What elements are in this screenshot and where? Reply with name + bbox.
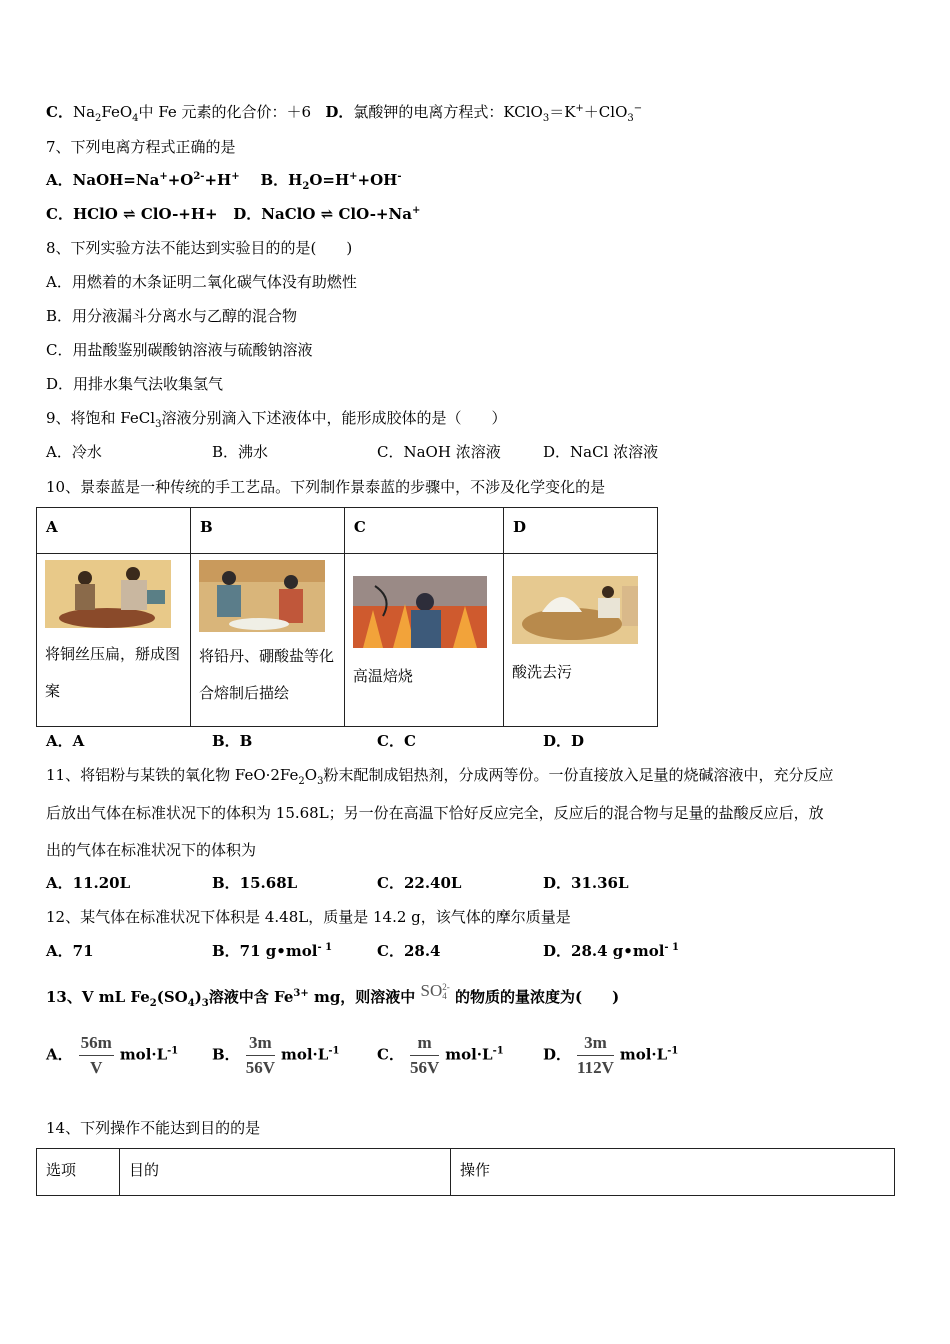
fraction: $\frac{m}{56V}$ (409, 1033, 440, 1077)
q10-text-b: 将铅丹、硼酸盐等化合熔制后描绘 (198, 647, 334, 702)
q10-stem: 10、景泰蓝是一种传统的手工艺品。下列制作景泰蓝的步骤中，不涉及化学变化的是 (46, 478, 606, 496)
q10-option-b: B．B (212, 732, 253, 750)
q9-option-d: D．NaCl 浓溶液 (543, 443, 659, 461)
q12-option-a: A．71 (46, 942, 94, 960)
q8-option-b: B．用分液漏斗分离水与乙醇的混合物 (46, 307, 298, 325)
q7-stem: 7、下列电离方程式正确的是 (46, 138, 236, 156)
q10-text-a: 将铜丝压扁，掰成图案 (45, 645, 181, 700)
q14-stem: 14、下列操作不能达到目的的是 (46, 1119, 261, 1137)
q10-text-d: 酸洗去污 (512, 663, 573, 681)
q11-option-a: A．11.20L (46, 874, 131, 892)
q9-option-a: A．冷水 (46, 443, 102, 461)
q14-table (36, 1148, 895, 1196)
q6-options-cd: C．$Na_2FeO_4$中 Fe 元素的化合价：＋6 D．氯酸钾的电离方程式：KClO$_3$＝K+＋ClO$_3$− (46, 103, 643, 124)
q13-option-a: A． $\frac{56m}{V}$ $mol\cdot L^{-1}$ (46, 1033, 179, 1077)
q10-cell-d (504, 554, 658, 727)
q10-table (36, 507, 658, 727)
fraction: $\frac{3m}{56V}$ (245, 1033, 275, 1077)
q11-option-d: D．31.36L (543, 874, 629, 892)
q7-options-cd: C．HClO ⇌ ClO-+H+ D．NaClO ⇌ ClO-+Na+ (46, 205, 421, 223)
q10-image-c (353, 576, 487, 648)
q13-option-b: B． $\frac{3m}{56V}$ $mol\cdot L^{-1}$ (212, 1033, 340, 1077)
q10-cell-c (344, 554, 503, 727)
q10-image-b (199, 560, 325, 632)
q12-option-d: D．28.4 g•mol$^{- 1}$ (543, 942, 680, 960)
q12-option-c: C．28.4 (377, 942, 441, 960)
q10-header-b: B (190, 508, 344, 554)
q11-option-b: B．15.68L (212, 874, 298, 892)
q12-option-b: B．71 g•mol$^{- 1}$ (212, 942, 333, 960)
q11-line3: 出的气体在标准状况下的体积为 (46, 841, 257, 859)
q10-cell-a (37, 554, 191, 727)
q8-option-a: A．用燃着的木条证明二氧化碳气体没有助燃性 (46, 273, 357, 291)
q8-option-d: D．用排水集气法收集氢气 (46, 375, 224, 393)
q13-stem: 13、V mL $Fe_2(SO_4)_3$溶液中含 $Fe^{3+}$ mg，则溶液中 SO 2- 4 的物质的量浓度为( ) (46, 981, 620, 1009)
q10-option-a: A．A (46, 732, 85, 750)
q11-line1: 11、将铝粉与某铁的氧化物 $FeO\cdot 2Fe_2O_3$粉末配制成铝热剂，分成两等份。一份直接放入足量的烧碱溶液中，充分反应 (46, 766, 834, 787)
q9-option-b: B．沸水 (212, 443, 269, 461)
q9-stem: 9、将饱和 FeCl$_3$溶液分别滴入下述液体中，能形成胶体的是（ ） (46, 409, 507, 430)
q13-option-d: D． $\frac{3m}{112V}$ $mol\cdot L^{-1}$ (543, 1033, 679, 1077)
fraction: $\frac{3m}{112V}$ (577, 1033, 614, 1077)
q10-image-a (45, 560, 171, 628)
q8-stem: 8、下列实验方法不能达到实验目的的是( ) (46, 239, 353, 257)
q12-stem: 12、某气体在标准状况下体积是 4.48L，质量是 14.2 g，该气体的摩尔质量是 (46, 908, 571, 926)
fraction: $\frac{56m}{V}$ (80, 1033, 112, 1077)
q14-header-purpose: 目的 (120, 1149, 451, 1196)
q10-option-d: D．D (543, 732, 585, 750)
q10-cell-b (190, 554, 344, 727)
q13-option-c: C． $\frac{m}{56V}$ $mol\cdot L^{-1}$ (377, 1033, 504, 1077)
q14-header-option: 选项 (37, 1149, 120, 1196)
q9-option-c: C．NaOH 浓溶液 (377, 443, 501, 461)
q10-header-c: C (344, 508, 503, 554)
q11-line2: 后放出气体在标准状况下的体积为 15.68L；另一份在高温下恰好反应完全，反应后的混合物与足量的盐酸反应后，放 (46, 804, 824, 822)
q10-image-d (512, 576, 638, 644)
q7-options-ab: A．$NaOH=Na^++O^{2-}+H^+$ B．$H_2O=H^++OH^-$ (46, 171, 402, 192)
q11-option-c: C．22.40L (377, 874, 462, 892)
sulfate-ion: SO 2- 4 (420, 981, 450, 1002)
q10-option-c: C．C (377, 732, 416, 750)
q10-header-a: A (37, 508, 191, 554)
q8-option-c: C．用盐酸鉴别碳酸钠溶液与硫酸钠溶液 (46, 341, 313, 359)
q10-text-c: 高温焙烧 (352, 667, 413, 685)
q10-header-d: D (504, 508, 658, 554)
q14-header-operation: 操作 (451, 1149, 895, 1196)
